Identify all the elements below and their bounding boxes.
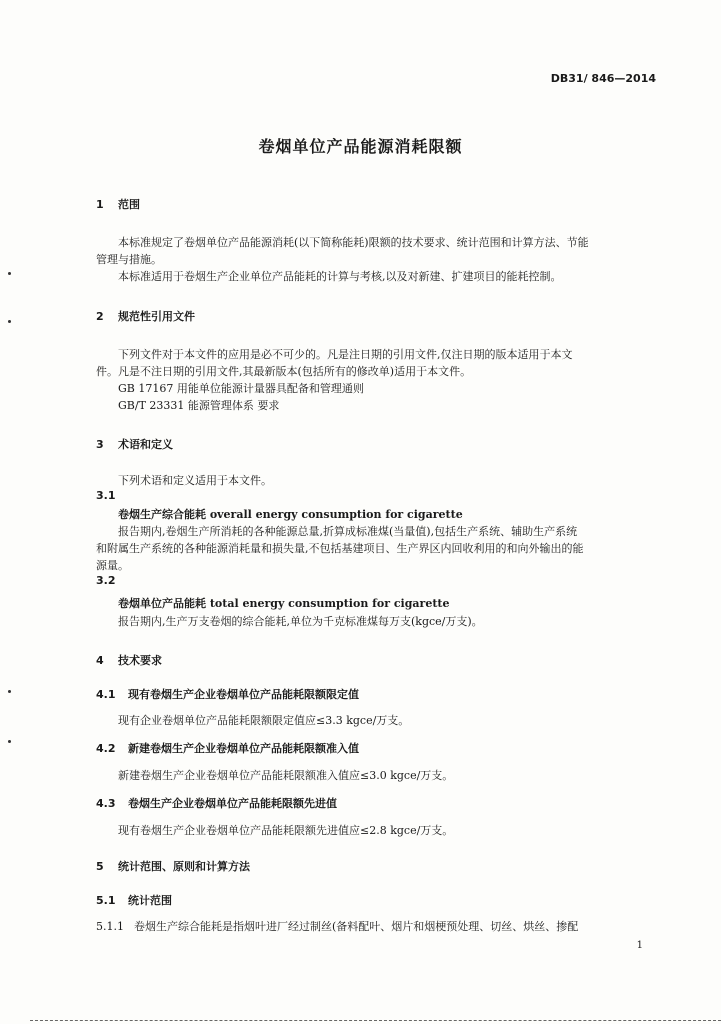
paragraph: 下列术语和定义适用于本文件。 [118, 474, 272, 487]
section-title: 术语和定义 [118, 438, 173, 451]
term-title: 卷烟生产综合能耗 overall energy consumption for cigarette [118, 508, 463, 521]
clause-text: 卷烟生产综合能耗是指烟叶进厂经过制丝(备料配叶、烟片和烟梗预处理、切丝、烘丝、掺配 [134, 920, 579, 933]
paragraph: 下列文件对于本文件的应用是必不可少的。凡是注日期的引用文件,仅注日期的版本适用于本文 [118, 348, 573, 361]
scan-speck [8, 272, 11, 275]
clause-title: 统计范围 [128, 894, 172, 907]
section-number: 5 [96, 860, 104, 873]
section-title: 统计范围、原则和计算方法 [118, 860, 250, 873]
scan-speck [8, 690, 11, 693]
clause-number: 5.1.1 [96, 920, 124, 933]
clause-title: 卷烟生产企业卷烟单位产品能耗限额先进值 [128, 797, 337, 810]
clause-4-3-heading [96, 795, 337, 811]
section-title: 技术要求 [118, 654, 162, 667]
reference-item: GB 17167 用能单位能源计量器具配备和管理通则 [118, 382, 364, 395]
section-number: 4 [96, 654, 104, 667]
paragraph: 报告期内,卷烟生产所消耗的各种能源总量,折算成标准煤(当量值),包括生产系统、辅助生产系统 [118, 525, 578, 538]
paragraph: 源量。 [96, 559, 129, 572]
clause-5-1-1 [96, 918, 578, 934]
clause-title: 新建卷烟生产企业卷烟单位产品能耗限额准入值 [128, 742, 359, 755]
paragraph: 管理与措施。 [96, 253, 162, 266]
clause-number: 4.1 [96, 688, 116, 701]
paragraph: 报告期内,生产万支卷烟的综合能耗,单位为千克标准煤每万支(kgce/万支)。 [118, 615, 483, 628]
term-title: 卷烟单位产品能耗 total energy consumption for cigarette [118, 597, 450, 610]
clause-number: 4.2 [96, 742, 116, 755]
section-2-heading [96, 308, 195, 324]
section-number: 3 [96, 438, 104, 451]
clause-4-1-heading [96, 686, 359, 702]
paragraph: 本标准规定了卷烟单位产品能源消耗(以下简称能耗)限额的技术要求、统计范围和计算方法、节能 [118, 236, 589, 249]
section-number: 2 [96, 310, 104, 323]
clause-number: 4.3 [96, 797, 116, 810]
scan-speck [8, 320, 11, 323]
paragraph: 本标准适用于卷烟生产企业单位产品能耗的计算与考核,以及对新建、扩建项目的能耗控制。 [118, 270, 562, 283]
document-title: 卷烟单位产品能源消耗限额 [258, 137, 463, 156]
section-4-heading [96, 652, 162, 668]
clause-number: 5.1 [96, 894, 116, 907]
clause-4-2-heading [96, 740, 359, 756]
section-title: 范围 [118, 198, 140, 211]
standard-code: DB31/ 846—2014 [550, 72, 656, 85]
paragraph: 现有卷烟生产企业卷烟单位产品能耗限额先进值应≤2.8 kgce/万支。 [118, 824, 454, 837]
section-number: 1 [96, 198, 104, 211]
section-title: 规范性引用文件 [118, 310, 195, 323]
clause-5-1-heading [96, 892, 172, 908]
term-number: 3.1 [96, 489, 116, 502]
term-number: 3.2 [96, 574, 116, 587]
paragraph: 新建卷烟生产企业卷烟单位产品能耗限额准入值应≤3.0 kgce/万支。 [118, 769, 454, 782]
clause-title: 现有卷烟生产企业卷烟单位产品能耗限额限定值 [128, 688, 359, 701]
section-3-heading [96, 436, 173, 452]
paragraph: 现有企业卷烟单位产品能耗限额限定值应≤3.3 kgce/万支。 [118, 714, 410, 727]
paragraph: 件。凡是不注日期的引用文件,其最新版本(包括所有的修改单)适用于本文件。 [96, 365, 472, 378]
scan-speck [8, 740, 11, 743]
section-1-heading [96, 196, 140, 212]
paragraph: 和附属生产系统的各种能源消耗量和损失量,不包括基建项目、生产界区内回收利用的和向外输出的能 [96, 542, 584, 555]
reference-item: GB/T 23331 能源管理体系 要求 [118, 399, 280, 412]
page-number: 1 [636, 940, 643, 951]
scan-edge-line [30, 1020, 721, 1021]
section-5-heading [96, 858, 250, 874]
